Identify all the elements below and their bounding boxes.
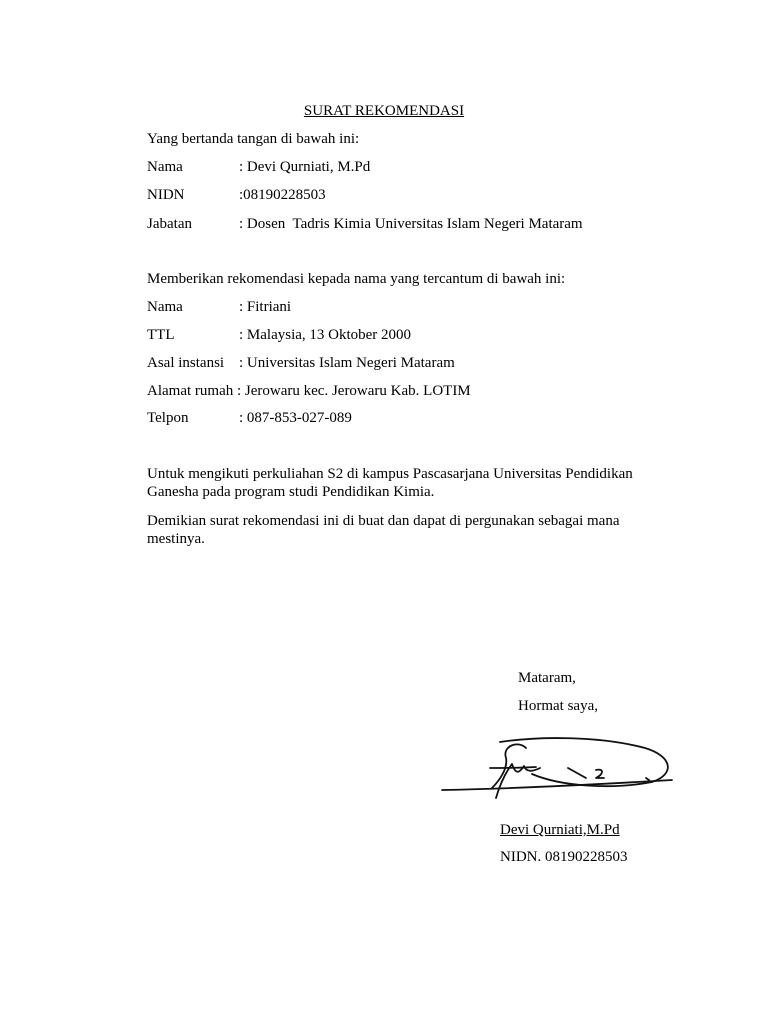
signer-jabatan-value: : Dosen Tadris Kimia Universitas Islam Negeri Mataram bbox=[239, 216, 583, 232]
regards-text: Hormat saya, bbox=[518, 698, 598, 714]
signer-name-value: : Devi Qurniati, M.Pd bbox=[239, 159, 371, 175]
signature-nidn: NIDN. 08190228503 bbox=[500, 849, 628, 865]
signer-name-row bbox=[147, 158, 370, 176]
signature-name: Devi Qurniati,M.Pd bbox=[500, 822, 620, 838]
recipient-alamat-value: : Jerowaru kec. Jerowaru Kab. LOTIM bbox=[236, 383, 471, 399]
recommend-intro-text: Memberikan rekomendasi kepada nama yang tercantum di bawah ini: bbox=[147, 271, 566, 287]
recipient-asal-value: : Universitas Islam Negeri Mataram bbox=[239, 355, 455, 371]
signer-jabatan-row bbox=[147, 215, 583, 233]
recipient-ttl-value: : Malaysia, 13 Oktober 2000 bbox=[239, 327, 412, 343]
signer-name-label: Nama bbox=[147, 159, 183, 175]
recipient-ttl-label: TTL bbox=[147, 327, 175, 343]
place-text: Mataram, bbox=[518, 670, 576, 686]
recipient-asal-row bbox=[147, 354, 455, 372]
recipient-telpon-label: Telpon bbox=[147, 410, 189, 426]
signer-jabatan-label: Jabatan bbox=[147, 216, 192, 232]
recipient-alamat-row bbox=[147, 382, 471, 400]
recipient-alamat-label: Alamat rumah bbox=[147, 383, 234, 399]
recipient-telpon-value: : 087-853-027-089 bbox=[239, 410, 352, 426]
signer-nidn-label: NIDN bbox=[147, 187, 185, 203]
handwritten-signature bbox=[440, 728, 676, 800]
recipient-ttl-row bbox=[147, 326, 411, 344]
intro-text: Yang bertanda tangan di bawah ini: bbox=[147, 131, 360, 147]
recipient-telpon-row bbox=[147, 409, 352, 427]
signer-nidn-row bbox=[147, 186, 326, 204]
recipient-name-row bbox=[147, 298, 291, 316]
recipient-name-value: : Fitriani bbox=[239, 299, 292, 315]
recipient-name-label: Nama bbox=[147, 299, 183, 315]
closing-paragraph: Demikian surat rekomendasi ini di buat dan dapat di pergunakan sebagai mana mestinya. bbox=[147, 513, 620, 547]
letter-title: SURAT REKOMENDASI bbox=[303, 103, 465, 119]
purpose-paragraph: Untuk mengikuti perkuliahan S2 di kampus Pascasarjana Universitas Pendidikan Ganesha pada program studi Pendidikan Kimia. bbox=[147, 466, 633, 500]
recipient-asal-label: Asal instansi bbox=[147, 355, 225, 371]
signer-nidn-value: :08190228503 bbox=[239, 187, 326, 203]
